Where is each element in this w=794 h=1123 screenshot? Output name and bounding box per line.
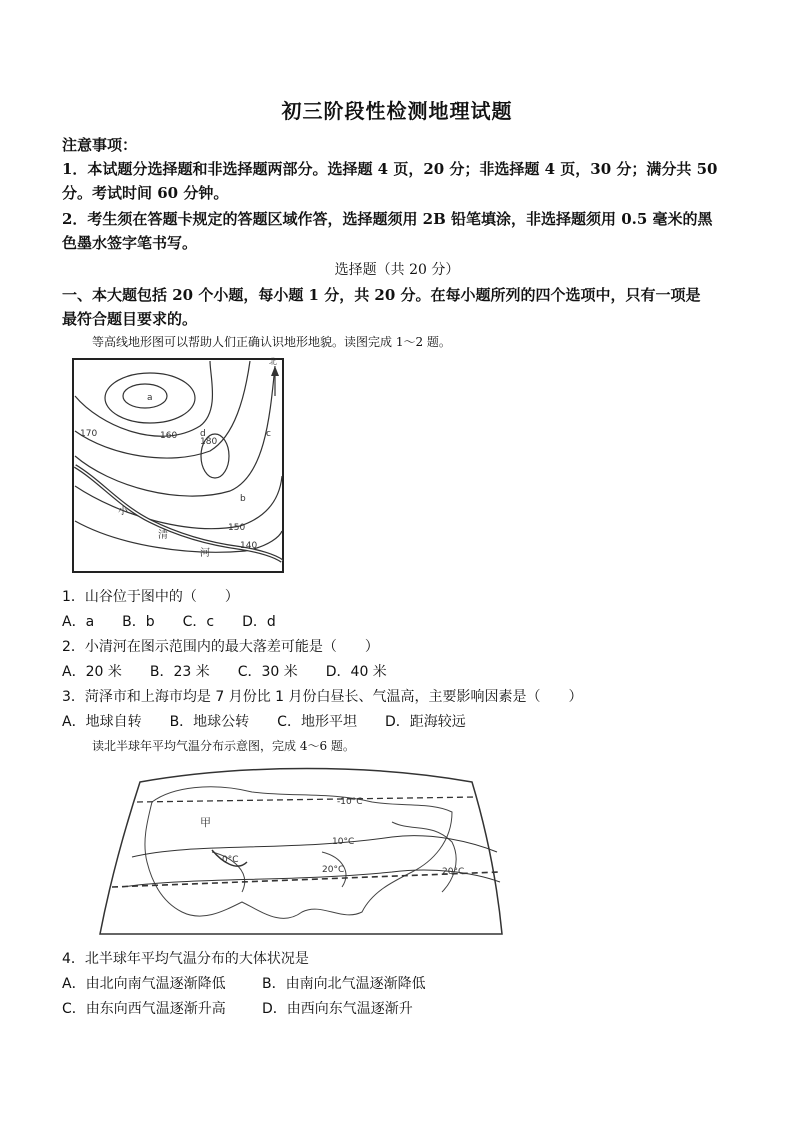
- question-1-options: A．a B．b C．c D．d: [62, 614, 276, 630]
- temperature-map: [92, 762, 512, 940]
- passage-1: 等高线地形图可以帮助人们正确认识地形地貌。读图完成 1～2 题。: [92, 335, 451, 349]
- label-20c-right: 20°C: [442, 867, 465, 877]
- passage-2: 读北半球年平均气温分布示意图，完成 4～6 题。: [92, 739, 355, 753]
- label-170: 170: [80, 429, 98, 439]
- label-qing: 清: [158, 530, 168, 541]
- label-140: 140: [240, 541, 258, 551]
- label-180: 180: [200, 437, 218, 447]
- section-title: 选择题（共 20 分）: [334, 262, 460, 278]
- question-3-stem: 3．菏泽市和上海市均是 7 月份比 1 月份白昼长、气温高，主要影响因素是（ ）: [62, 689, 583, 705]
- question-4-option-c: C．由东向西气温逐渐升高: [62, 1001, 226, 1017]
- label-10c: 10°C: [332, 837, 355, 847]
- notice-1-line1: 1．本试题分选择题和非选择题两部分。选择题 4 页，20 分；非选择题 4 页，30 分；满分共 50: [62, 160, 718, 178]
- question-2-options: A．20 米 B．23 米 C．30 米 D．40 米: [62, 664, 387, 680]
- label-160: 160: [160, 431, 178, 441]
- label-b: b: [240, 494, 246, 504]
- question-3-options: A．地球自转 B．地球公转 C．地形平坦 D．距海较远: [62, 714, 466, 730]
- label-north: 北: [269, 357, 277, 366]
- question-4-option-b: B．由南向北气温逐渐降低: [262, 976, 426, 992]
- question-1-stem: 1．山谷位于图中的（ ）: [62, 589, 239, 605]
- label-jia: 甲: [200, 816, 211, 829]
- section-intro-line1: 一、本大题包括 20 个小题，每小题 1 分，共 20 分。在每小题所列的四个选项中，只有一项是: [62, 286, 701, 304]
- label-d: d: [200, 429, 206, 439]
- notice-2-line2: 色墨水签字笔书写。: [62, 234, 198, 252]
- notice-heading: 注意事项：: [62, 136, 138, 154]
- label-c: c: [266, 429, 271, 439]
- label-20c-left: 20°C: [322, 865, 345, 875]
- label-150: 150: [228, 523, 246, 533]
- notice-1-line2: 分。考试时间 60 分钟。: [62, 184, 229, 202]
- section-intro-line2: 最符合题目要求的。: [62, 310, 198, 328]
- question-4-option-d: D．由西向东气温逐渐升: [262, 1001, 413, 1017]
- label-xiao: 小: [118, 506, 128, 517]
- label-he: 河: [200, 548, 210, 559]
- map-frame: [100, 769, 502, 935]
- label-minus10c: -10°C: [337, 797, 363, 807]
- question-2-stem: 2．小清河在图示范围内的最大落差可能是（ ）: [62, 639, 379, 655]
- contour-map: [70, 356, 288, 578]
- label-a: a: [147, 393, 153, 403]
- question-4-option-a: A．由北向南气温逐渐降低: [62, 976, 226, 992]
- label-0c: 0°C: [222, 855, 239, 865]
- notice-2-line1: 2．考生须在答题卡规定的答题区域作答，选择题须用 2B 铅笔填涂，非选择题须用 0.5 毫米的黑: [62, 210, 713, 228]
- question-4-stem: 4．北半球年平均气温分布的大体状况是: [62, 951, 309, 967]
- exam-title: 初三阶段性检测地理试题: [281, 99, 513, 123]
